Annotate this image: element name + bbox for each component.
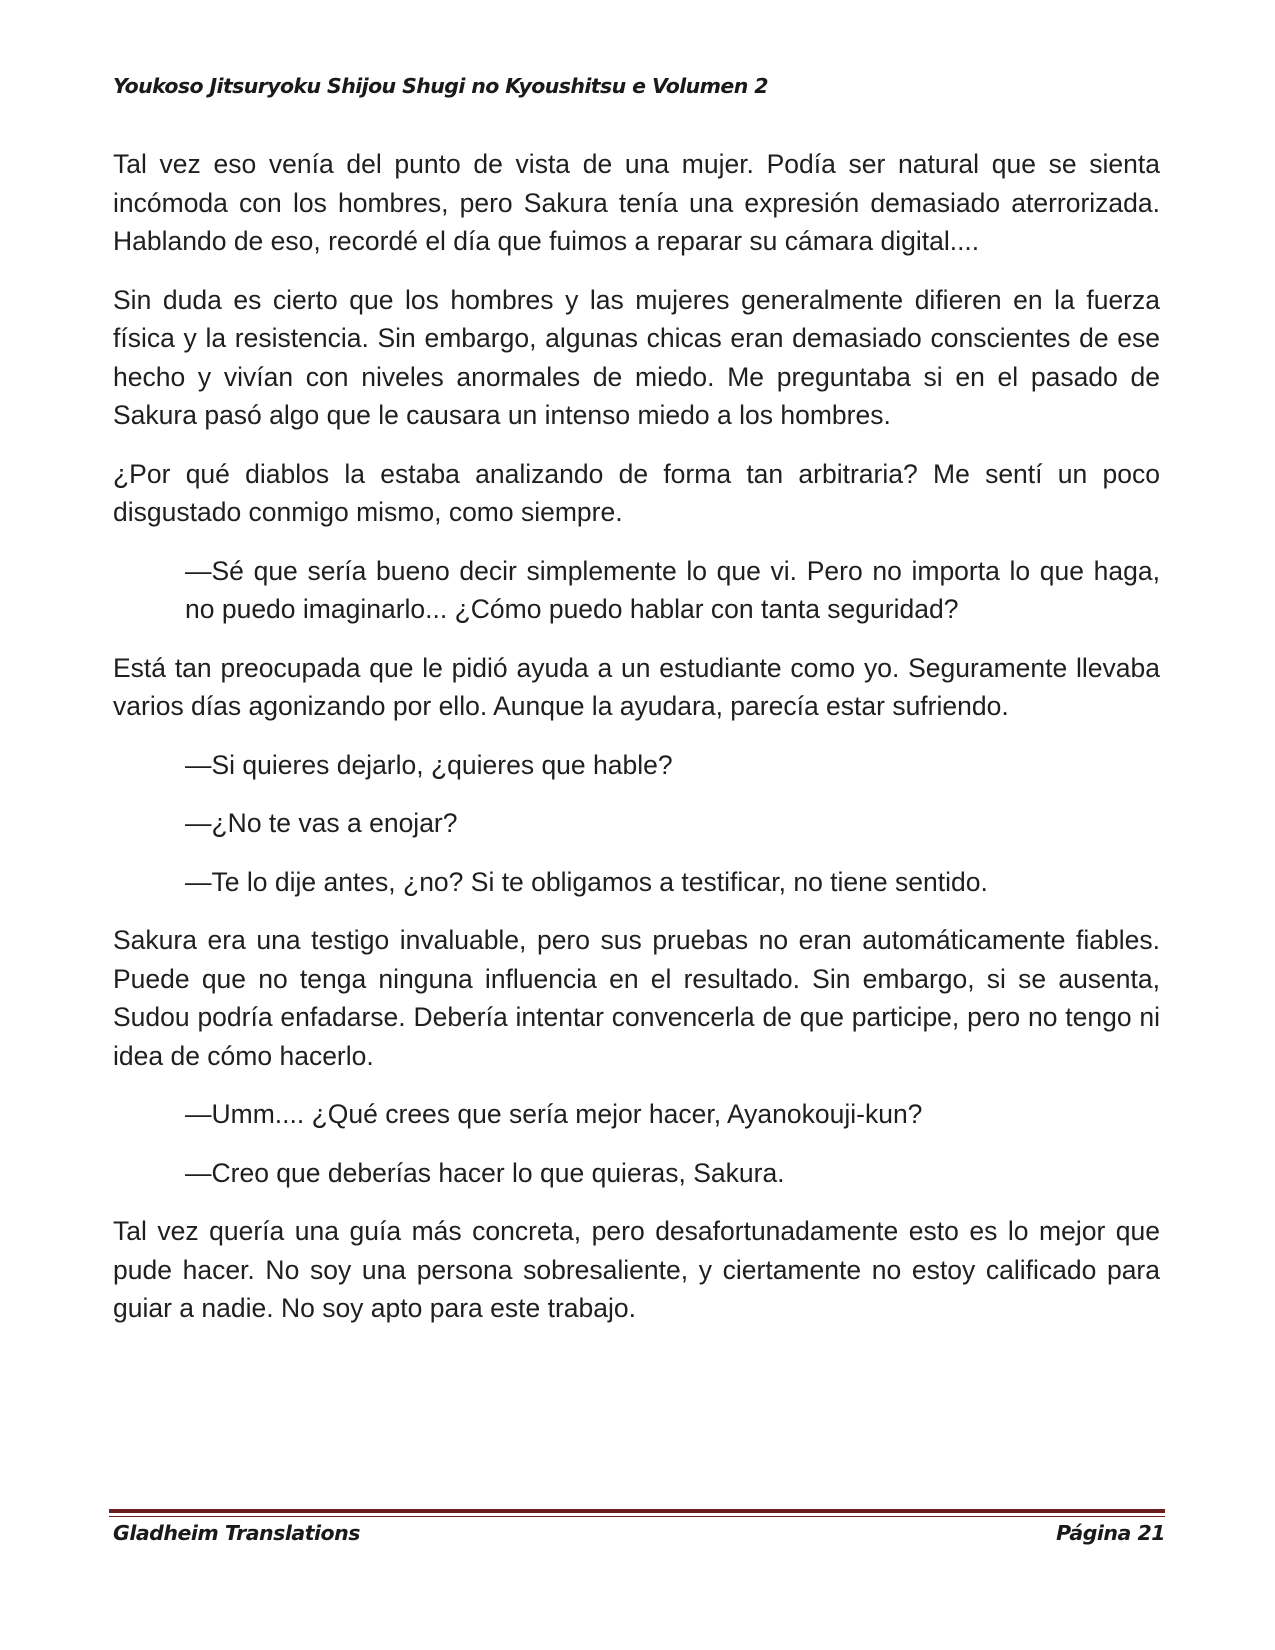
footer-credit: Gladheim Translations <box>113 1521 360 1545</box>
paragraph: Sakura era una testigo invaluable, pero sus pruebas no eran automáticamente fiables. Puede que no tenga ninguna influencia en el resultado. Sin embargo, si se ausenta, Sudou podría enfadarse. Debería intentar convencerla de que participe, pero no tengo ni idea de cómo hacerlo. <box>113 925 1160 1071</box>
paragraph: Está tan preocupada que le pidió ayuda a un estudiante como yo. Seguramente llevaba varios días agonizando por ello. Aunque la ayudara, parecía estar sufriendo. <box>113 652 1160 721</box>
paragraph: Tal vez eso venía del punto de vista de una mujer. Podía ser natural que se sienta incómoda con los hombres, pero Sakura tenía una expresión demasiado aterrorizada. Hablando de eso, recordé el día que fuimos a reparar su cámara digital.... <box>113 149 1160 256</box>
dialogue-paragraph: —Te lo dije antes, ¿no? Si te obligamos a testificar, no tiene sentido. <box>185 866 988 897</box>
footer-divider-thin <box>109 1516 1165 1517</box>
paragraph: ¿Por qué diablos la estaba analizando de forma tan arbitraria? Me sentí un poco disgustado conmigo mismo, como siempre. <box>113 458 1160 527</box>
dialogue-paragraph: —Umm.... ¿Qué crees que sería mejor hacer, Ayanokouji-kun? <box>185 1099 923 1129</box>
page-number: Página 21 <box>1056 1521 1165 1545</box>
paragraph: Sin duda es cierto que los hombres y las mujeres generalmente difieren en la fuerza física y la resistencia. Sin embargo, algunas chicas eran demasiado conscientes de ese hecho y vivían con niveles anormales de miedo. Me preguntaba si en el pasado de Sakura pasó algo que le causara un intenso miedo a los hombres. <box>113 284 1160 430</box>
dialogue-paragraph: —Si quieres dejarlo, ¿quieres que hable? <box>185 749 673 780</box>
footer-divider <box>109 1509 1165 1513</box>
dialogue-paragraph: —Creo que deberías hacer lo que quieras, Sakura. <box>185 1157 785 1188</box>
paragraph: Tal vez quería una guía más concreta, pero desafortunadamente esto es lo mejor que pude hacer. No soy una persona sobresaliente, y ciertamente no estoy calificado para guiar a nadie. No soy apto para este trabajo. <box>113 1216 1160 1323</box>
document-body <box>113 145 1160 1348</box>
dialogue-paragraph: —¿No te vas a enojar? <box>185 808 458 838</box>
page-header-title: Youkoso Jitsuryoku Shijou Shugi no Kyoushitsu e Volumen 2 <box>113 74 768 98</box>
dialogue-paragraph: —Sé que sería bueno decir simplemente lo que vi. Pero no importa lo que haga, no puedo imaginarlo... ¿Cómo puedo hablar con tanta seguridad? <box>185 555 1160 624</box>
